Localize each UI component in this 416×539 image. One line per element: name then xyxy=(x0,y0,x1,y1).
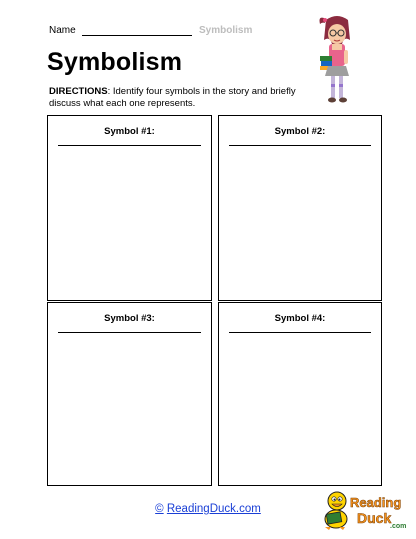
directions-body: : Identify four symbols in the story and briefly discuss what each one represents. xyxy=(49,86,296,109)
page-title: Symbolism xyxy=(47,48,183,76)
symbol-box-3[interactable] xyxy=(47,302,212,486)
symbol-answer-line[interactable] xyxy=(58,145,201,146)
directions-label: DIRECTIONS xyxy=(49,86,108,97)
copyright-symbol: © xyxy=(155,503,164,515)
reading-duck-logo[interactable] xyxy=(323,487,409,531)
symbol-box-2[interactable] xyxy=(218,115,382,301)
girl-character-illustration xyxy=(316,14,358,108)
symbol-box-label: Symbol #3: xyxy=(104,313,155,324)
symbol-box-label: Symbol #1: xyxy=(104,126,155,137)
symbol-box-1[interactable] xyxy=(47,115,212,301)
directions-text xyxy=(49,86,319,110)
name-label: Name xyxy=(49,25,76,36)
symbol-answer-line[interactable] xyxy=(229,332,371,333)
footer-link-text[interactable]: ReadingDuck.com xyxy=(166,503,261,515)
name-input-line[interactable] xyxy=(82,35,192,36)
logo-text-com: .com xyxy=(390,523,407,530)
logo-text-duck: Duck xyxy=(357,510,392,526)
header-topic-tag: Symbolism xyxy=(199,25,253,36)
logo-text-reading: Reading xyxy=(350,495,402,510)
symbol-box-4[interactable] xyxy=(218,302,382,486)
symbol-answer-line[interactable] xyxy=(229,145,371,146)
symbol-box-label: Symbol #4: xyxy=(274,313,326,324)
symbol-answer-line[interactable] xyxy=(58,332,201,333)
symbol-box-label: Symbol #2: xyxy=(274,126,326,137)
